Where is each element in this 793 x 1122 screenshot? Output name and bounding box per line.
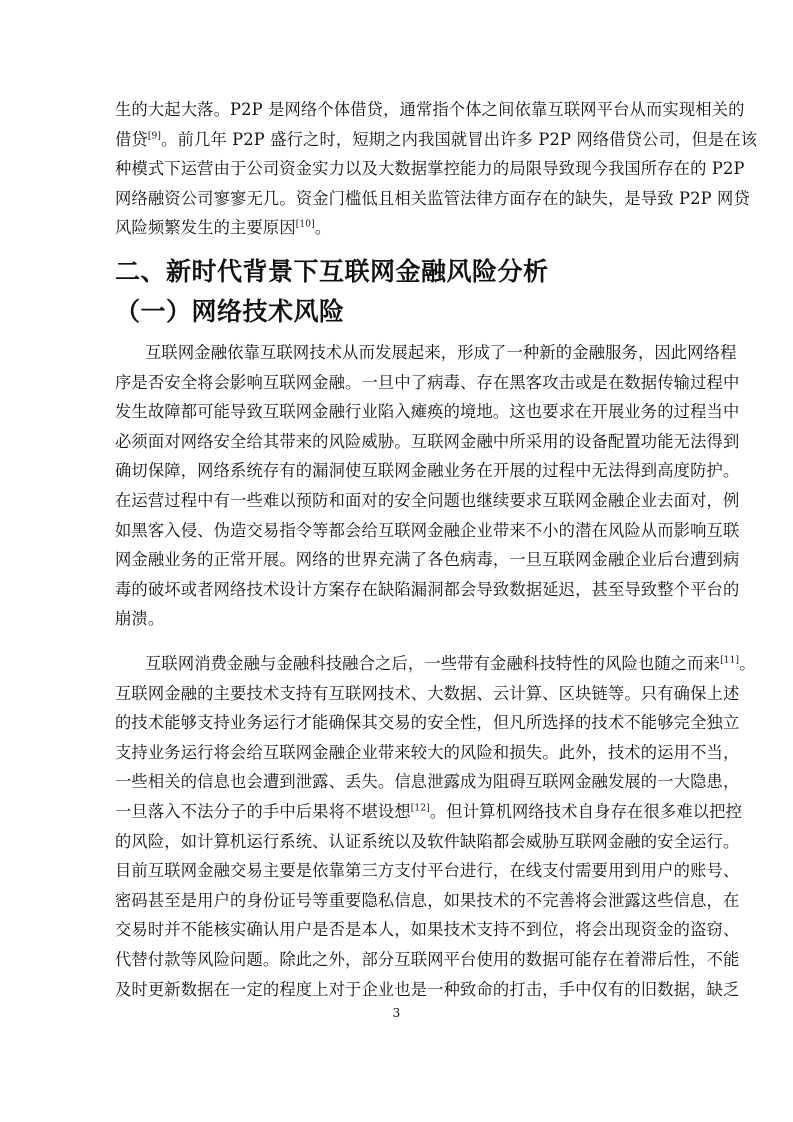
- text-line: 种模式下运营由于公司资金实力以及大数据掌控能力的局限导致现今我国所存在的 P2P: [115, 159, 745, 179]
- text-line: 密码甚至是用户的身份证号等重要隐私信息，如果技术的不完善将会泄露这些信息，在: [115, 890, 740, 910]
- text-line: 互联网金融的主要技术支持有互联网技术、大数据、云计算、区块链等。只有确保上述: [115, 683, 740, 703]
- text-line: 及时更新数据在一定的程度上对于企业也是一种致命的打击，手中仅有的旧数据，缺乏: [115, 979, 740, 999]
- text-line: 代替付款等风险问题。除此之外，部分互联网平台使用的数据可能存在着滞后性，不能: [115, 949, 740, 969]
- paragraph-fintech-risk: [115, 649, 756, 1004]
- section-heading: 二、新时代背景下互联网金融风险分析: [115, 257, 549, 286]
- citation-ref: [10]: [295, 219, 315, 230]
- text-line: 一旦落入不法分子的手中后果将不堪设想[12]。但计算机网络技术自身存在很多难以把控: [115, 801, 743, 821]
- text-line: 的风险，如计算机运行系统、认证系统以及软件缺陷都会威胁互联网金融的安全运行。: [115, 831, 740, 851]
- text-line: 目前互联网金融交易主要是依靠第三方支付平台进行，在线支付需要用到用户的账号、: [115, 861, 740, 881]
- text-line: 一些相关的信息也会遭到泄露、丢失。信息泄露成为阻碍互联网金融发展的一大隐患，: [115, 772, 740, 792]
- text-line: 互联网金融依靠互联网技术从而发展起来，形成了一种新的金融服务，因此网络程: [145, 343, 737, 362]
- text-line: 网络融资公司寥寥无几。资金门槛低且相关监管法律方面存在的缺失，是导致 P2P 网贷: [115, 188, 750, 208]
- text-line: 风险频繁发生的主要原因[10]。: [115, 218, 332, 238]
- citation-ref: [9]: [147, 131, 162, 142]
- text-line: 借贷[9]。前几年 P2P 盛行之时，短期之内我国就冒出许多 P2P 网络借贷公司，但是在该: [115, 129, 758, 149]
- text-line: 序是否安全将会影响互联网金融。一旦中了病毒、存在黑客攻击或是在数据传输过程中: [115, 372, 740, 392]
- text-line: 支持业务运行将会给互联网金融企业带来较大的风险和损失。此外，技术的运用不当，: [115, 742, 740, 762]
- text-line: 在运营过程中有一些难以预防和面对的安全问题也继续要求互联网金融企业去面对，例: [115, 490, 740, 510]
- text-line: 发生故障都可能导致互联网金融行业陷入瘫痪的境地。这也要求在开展业务的过程当中: [115, 402, 740, 422]
- text-line: 的技术能够支持业务运行才能确保其交易的安全性，但凡所选择的技术不能够完全独立: [115, 713, 740, 733]
- text-line: 必须面对网络安全给其带来的风险威胁。互联网金融中所采用的设备配置功能无法得到: [115, 431, 740, 451]
- text-line: 崩溃。: [115, 609, 165, 629]
- text-line: 如黑客入侵、伪造交易指令等都会给互联网金融企业带来不小的潜在风险从而影响互联: [115, 520, 740, 540]
- citation-ref: [11]: [720, 655, 740, 666]
- text-line: 交易时并不能核实确认用户是否是本人，如果技术支持不到位，将会出现资金的盗窃、: [115, 920, 740, 940]
- text-line: 确切保障，网络系统存有的漏洞使互联网金融业务在开展的过程中无法得到高度防护。: [115, 461, 740, 481]
- text-line: 互联网消费金融与金融科技融合之后，一些带有金融科技特性的风险也随之而来[11]。: [145, 654, 756, 673]
- text-line: 毒的破坏或者网络技术设计方案存在缺陷漏洞都会导致数据延迟，甚至导致整个平台的: [115, 579, 740, 599]
- subsection-heading: （一）网络技术风险: [115, 297, 345, 326]
- text-line: 生的大起大落。P2P 是网络个体借贷，通常指个体之间依靠互联网平台从而实现相关的: [115, 100, 745, 119]
- citation-ref: [12]: [410, 803, 430, 814]
- intro-paragraph: [115, 95, 758, 243]
- paragraph-network-risk: [115, 338, 740, 634]
- text-line: 网金融业务的正常开展。网络的世界充满了各色病毒，一旦互联网金融企业后台遭到病: [115, 550, 740, 570]
- page-number: 3: [392, 1006, 401, 1020]
